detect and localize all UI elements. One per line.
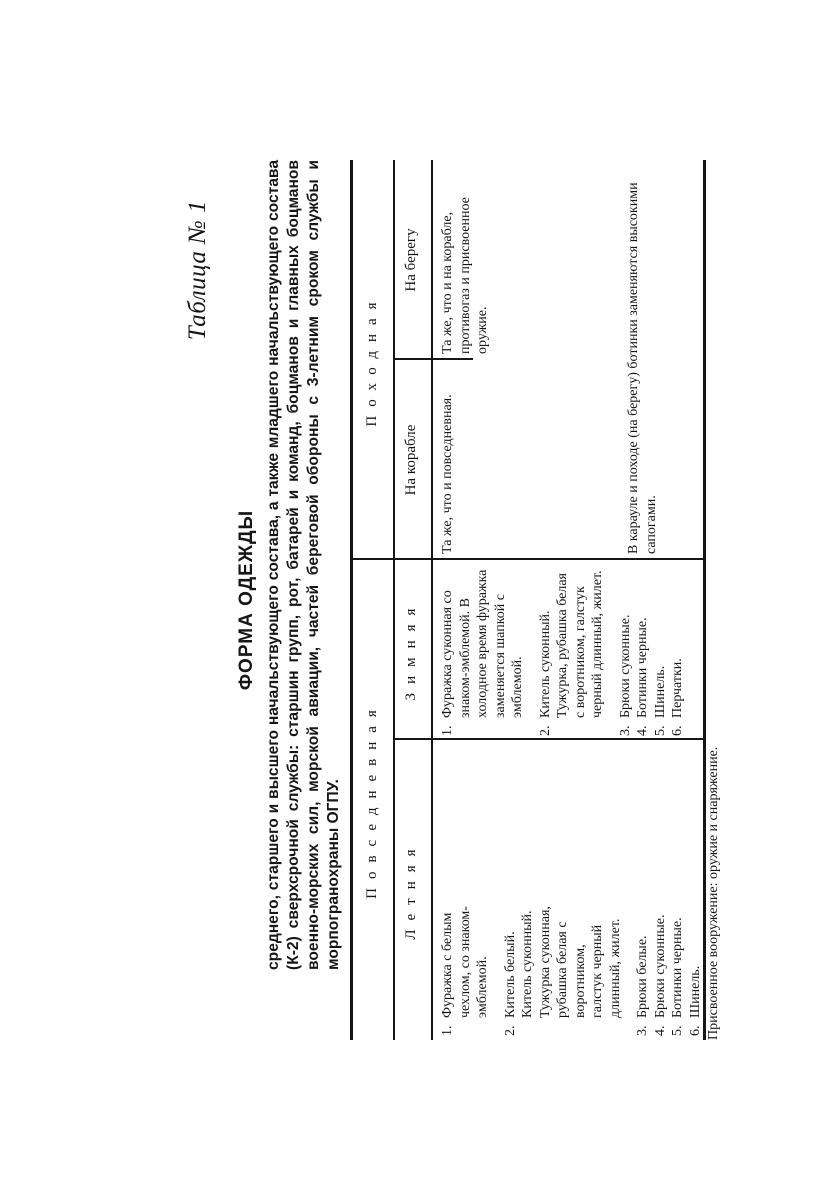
winter-item-text: Фуражка суконная со знаком-эмблемой. В холодное время фуражка заменяется шапкой с эмблемой. xyxy=(440,569,525,718)
header-shore: На берегу xyxy=(403,228,419,292)
winter-item-text: Шинель. xyxy=(652,665,668,718)
winter-item xyxy=(537,564,607,736)
winter-item xyxy=(617,564,635,736)
summer-item-text: Брюки суконные. xyxy=(652,914,668,1018)
winter-cell xyxy=(439,564,687,736)
summer-cell xyxy=(439,898,704,1036)
summer-item-number: 5. xyxy=(670,1025,685,1036)
winter-item-number: 3. xyxy=(617,725,633,736)
winter-item-number: 4. xyxy=(635,725,650,736)
winter-item-text: Брюки суконные. xyxy=(617,614,633,718)
document-heading: ФОРМА ОДЕЖДЫ xyxy=(236,509,257,691)
rule-group-header xyxy=(393,160,395,1040)
table-label: Таблица № 1 xyxy=(184,200,211,341)
winter-item xyxy=(439,564,527,736)
summer-item xyxy=(669,898,687,1036)
summer-item xyxy=(502,898,625,1036)
winter-item-number: 1. xyxy=(440,725,455,736)
summer-item-text: Фуражка с белым чехлом, со знаком-эмблемой. xyxy=(440,906,490,1018)
header-summer: Летняя xyxy=(403,840,419,940)
winter-item xyxy=(634,564,652,736)
summer-item-number: 3. xyxy=(635,1025,650,1036)
winter-item xyxy=(652,564,670,736)
summer-item-number: 1. xyxy=(440,1025,455,1036)
header-winter: Зимняя xyxy=(403,599,419,701)
header-ship: На корабле xyxy=(403,424,419,496)
summer-item-number: 4. xyxy=(652,1025,668,1036)
winter-item xyxy=(669,564,687,736)
uniform-table xyxy=(350,160,706,1040)
winter-item-number: 6. xyxy=(670,725,685,736)
winter-item-number: 5. xyxy=(652,725,668,736)
footnote: Присвоенное вооружение: оружие и снаряжение. xyxy=(706,746,721,1040)
summer-item-text: Брюки белые. xyxy=(635,935,650,1018)
marching-note: В карауле и походе (на берегу) ботинки заменяются высокими сапогами. xyxy=(626,182,659,554)
summer-item xyxy=(687,898,705,1036)
rule-column-header xyxy=(431,160,433,1040)
summer-item-text: Шинель. xyxy=(687,965,703,1018)
header-marching: Походная xyxy=(364,293,380,427)
intro-paragraph xyxy=(264,160,344,970)
summer-item-text: Китель белый. Китель суконный. Тужурка суконная, рубашка белая с воротником, галстук черный длинный, жилет. xyxy=(502,906,623,1018)
shore-cell: Та же, что и на корабле, противогаз и присвоенное оружие. xyxy=(440,197,490,354)
summer-list xyxy=(439,898,704,1036)
header-everyday: Повседневная xyxy=(364,701,380,899)
winter-item-text: Китель суконный. Тужурка, рубашка белая с воротником, галстук черный длинный, жилет. xyxy=(537,570,605,718)
winter-item-text: Ботинки черные. xyxy=(635,617,650,718)
summer-item xyxy=(652,898,670,1036)
winter-item-text: Перчатки. xyxy=(670,658,685,718)
summer-item-number: 2. xyxy=(502,1025,518,1036)
ship-cell: Та же, что и повседневная. xyxy=(440,394,455,554)
winter-item-number: 2. xyxy=(537,725,553,736)
winter-list xyxy=(439,564,687,736)
intro-text: среднего, старшего и высшего начальствующего состава, а также младшего начальствующего состава (К-2) сверхсрочной службы: старшин групп, рот, батарей и команд, боцманов и главных боцманов военно-морских сил, морской авиации, частей береговой обороны с 3-летним сроком службы и морпогранохраны ОГПУ. xyxy=(265,160,342,970)
rotated-page xyxy=(180,160,820,1040)
summer-item-number: 6. xyxy=(687,1025,703,1036)
summer-item xyxy=(634,898,652,1036)
summer-item-text: Ботинки черные. xyxy=(670,917,685,1018)
summer-item xyxy=(439,898,492,1036)
rule-summer-winter xyxy=(393,739,703,741)
